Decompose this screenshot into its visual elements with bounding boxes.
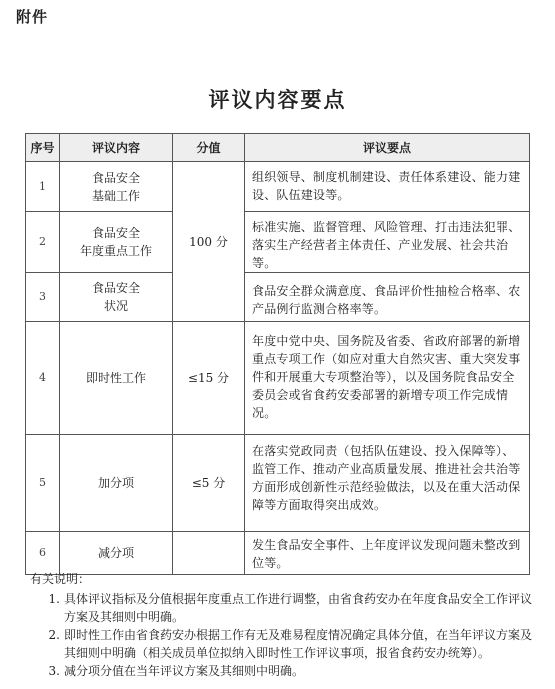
row-serial: 1 xyxy=(26,162,60,212)
table-row xyxy=(26,273,530,322)
notes-section xyxy=(30,570,540,680)
table-row xyxy=(26,322,530,435)
attachment-label: 附件 xyxy=(16,8,49,26)
row-points: 食品安全群众满意度、食品评价性抽检合格率、农产品例行监测合格率等。 xyxy=(245,273,530,322)
note-number: 3. xyxy=(48,664,60,678)
row-content: 即时性工作 xyxy=(60,322,173,435)
row-points: 发生食品安全事件、上年度评议发现问题未整改到位等。 xyxy=(245,532,530,575)
header-points: 评议要点 xyxy=(245,134,530,162)
table-row xyxy=(26,162,530,212)
note-item xyxy=(30,590,540,626)
note-text: 具体评议指标及分值根据年度重点工作进行调整，由省食药安办在年度食品安全工作评议方案及其细则中明确。 xyxy=(64,592,533,624)
evaluation-table xyxy=(25,133,530,575)
content-line: 年度重点工作 xyxy=(79,244,152,258)
header-serial: 序号 xyxy=(26,134,60,162)
row-points: 组织领导、制度机制建设、责任体系建设、能力建设、队伍建设等。 xyxy=(245,162,530,212)
note-text: 减分项分值在当年评议方案及其细则中明确。 xyxy=(64,664,305,678)
row-points: 标准实施、监督管理、风险管理、打击违法犯罪、落实生产经营者主体责任、产业发展、社会共治等。 xyxy=(245,212,530,273)
row-score: ≤15 分 xyxy=(173,322,245,435)
row-score: ≤5 分 xyxy=(173,435,245,532)
note-number: 2. xyxy=(48,628,60,642)
merged-score-cell: 100 分 xyxy=(173,162,245,322)
row-score xyxy=(173,532,245,575)
content-line: 状况 xyxy=(103,299,128,313)
header-content: 评议内容 xyxy=(60,134,173,162)
row-content xyxy=(60,212,173,273)
content-line: 食品安全 xyxy=(91,170,140,185)
note-item xyxy=(30,626,540,662)
row-points: 年度中党中央、国务院及省委、省政府部署的新增重点专项工作（如应对重大自然灾害、重大突发事件和开展重大专项整治等），以及国务院食品安全委员会或省食药安委部署的新增专项工作完成情况。 xyxy=(245,322,530,435)
row-serial: 3 xyxy=(26,273,60,322)
row-points: 在落实党政同责（包括队伍建设、投入保障等）、监管工作、推动产业高质量发展、推进社会共治等方面形成创新性示范经验做法，以及在重大活动保障等方面取得突出成效。 xyxy=(245,435,530,532)
row-serial: 5 xyxy=(26,435,60,532)
table-header-row xyxy=(26,134,530,162)
row-content: 加分项 xyxy=(60,435,173,532)
content-line: 食品安全 xyxy=(91,226,140,240)
table-row xyxy=(26,532,530,575)
table-row xyxy=(26,435,530,532)
header-score: 分值 xyxy=(173,134,245,162)
table-row xyxy=(26,212,530,273)
content-line: 食品安全 xyxy=(91,281,140,295)
page-title: 评议内容要点 xyxy=(208,88,347,112)
row-serial: 2 xyxy=(26,212,60,273)
note-text: 即时性工作由省食药安办根据工作有无及难易程度情况确定具体分值，在当年评议方案及其细则中明确（相关成员单位拟纳入即时性工作评议事项，报省食药安办统筹）。 xyxy=(64,628,533,660)
note-item xyxy=(30,662,540,680)
content-line: 基础工作 xyxy=(91,188,140,203)
notes-heading: 有关说明： xyxy=(30,572,91,586)
row-content xyxy=(60,162,173,212)
row-content xyxy=(60,273,173,322)
note-number: 1. xyxy=(48,592,60,606)
row-serial: 4 xyxy=(26,322,60,435)
row-content: 减分项 xyxy=(60,532,173,575)
row-serial: 6 xyxy=(26,532,60,575)
